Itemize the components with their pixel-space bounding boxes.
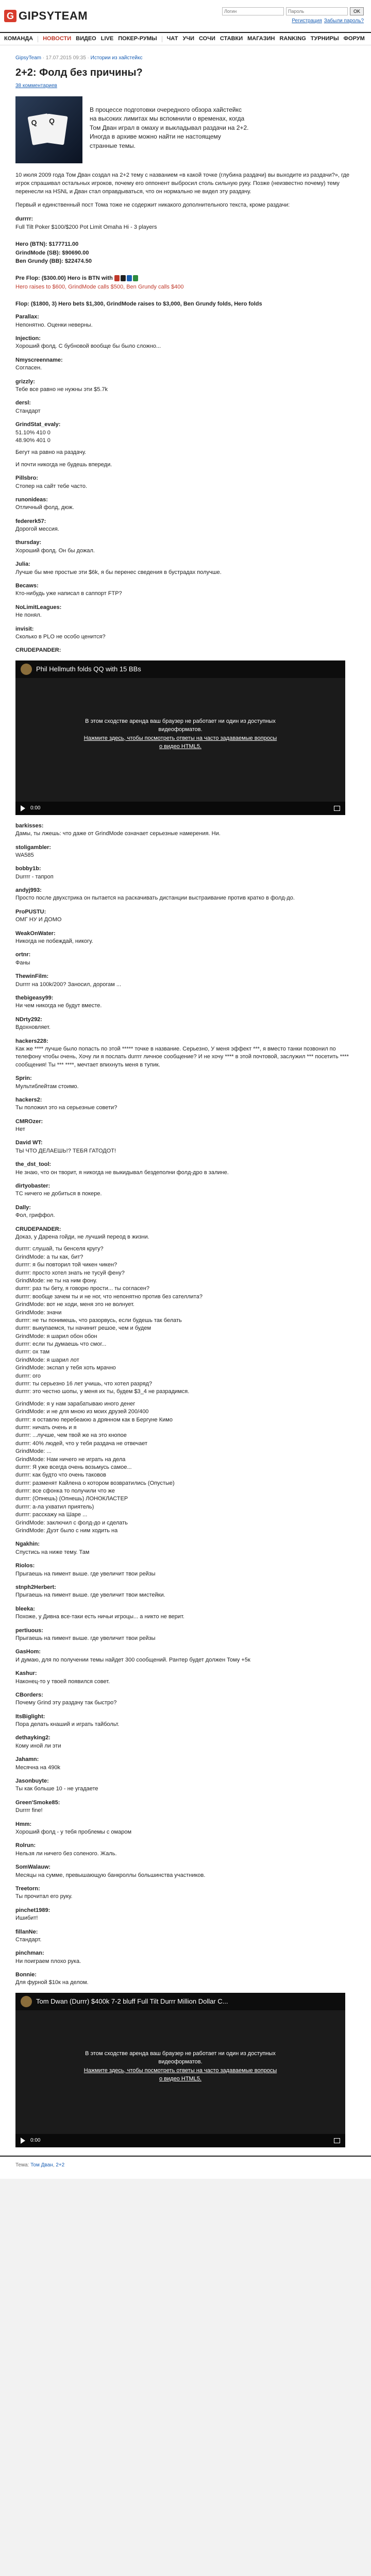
comment-author[interactable]: ItsBiglight: [15, 1713, 45, 1720]
article-image [15, 96, 82, 163]
channel-avatar [21, 1996, 32, 2007]
comment-text: durrrr: ...лучше, чем твой же на это кнопое [15, 1432, 127, 1439]
comment-text: Наконец-то у твоей появился совет. [15, 1678, 110, 1685]
comment [15, 844, 356, 860]
tag-link[interactable]: 2+2 [56, 2162, 65, 2168]
comment-author[interactable]: runonideas: [15, 496, 48, 503]
comment-author[interactable]: pinchet1989: [15, 1907, 50, 1913]
comment [15, 518, 356, 534]
video-time: 0:00 [30, 805, 41, 811]
comment-text: Durrrr на 100k/200? Заносил, дорогам ... [15, 981, 122, 988]
comment-text: ОМГ НУ И ДОМО [15, 917, 62, 923]
comment [15, 625, 356, 641]
hand-flop: Flop: ($1800, 3) Hero bets $1,300, GrindMode raises to $3,000, Ben Grundy folds, Hero folds [15, 300, 262, 307]
video-message-text: В этом сходстве аренда ваш браузер не работает ни один из доступных видеоформатов. [85, 2050, 276, 2065]
comment-text: Кто-нибудь уже написал в саппорт FTP? [15, 590, 122, 597]
comment-author[interactable]: Injection: [15, 335, 41, 342]
comment-text [15, 1241, 356, 1245]
comment [15, 539, 356, 555]
nav-item-forum[interactable]: ФОРУМ [343, 36, 365, 42]
video-unsupported-message [82, 2049, 278, 2083]
comment-text: Прыгаешь на пимент выше. где увеличит твои рейзы [15, 1570, 156, 1577]
comment-author[interactable]: Bonnie: [15, 1972, 37, 1978]
comment-text: durrrr: слушай, ты бенселя кругу? [15, 1246, 104, 1252]
comment-author[interactable]: andyj993: [15, 887, 42, 894]
page-title: 2+2: Фолд без причины? [15, 66, 143, 78]
video-title[interactable]: Tom Dwan (Durrr) $400k 7-2 bluff Full Tilt Durrr Million Dollar C... [36, 1997, 228, 2006]
comment-author[interactable]: WeakOnWater: [15, 930, 56, 937]
comment-author[interactable]: Treetorn: [15, 1885, 40, 1892]
comment-author[interactable]: bleeka: [15, 1605, 35, 1612]
comment [15, 604, 356, 620]
comment-text: GrindMode: значи [15, 1309, 62, 1316]
comment-author[interactable]: thursday: [15, 539, 42, 546]
nav-item-chat[interactable]: ЧАТ [166, 36, 178, 42]
comment-text: GrindMode: заключил с фолд-до и сделать [15, 1519, 128, 1526]
video-unsupported-message [82, 717, 278, 751]
comment-author[interactable]: pinchman: [15, 1950, 44, 1957]
video-time: 0:00 [30, 2138, 41, 2144]
main-nav [0, 32, 371, 45]
comment-text: durrrr: выкупаемся, ты начинит решое, чем и будем [15, 1325, 151, 1332]
intro-text: В процессе подготовки очередного обзора хайстейкс на высоких лимитах мы вспомнили о временах, когда Том Дван играл в омаху и выкладывал раздачи на 2+2. Иногда в архиве можно найти не настоящему странные темы. [90, 106, 249, 149]
comment-text: GrindMode: а ты как, бит? [15, 1253, 83, 1260]
comment-text: Просто после двухстрика он пытается на раскачивать дистанции выстраивание против кратко в фолд-до. [15, 895, 295, 902]
nav-item-news[interactable]: НОВОСТИ [43, 36, 72, 42]
comment-author[interactable]: Parallax: [15, 314, 39, 320]
comment-author[interactable]: Green'Smoke85: [15, 1799, 60, 1806]
comment [15, 1540, 356, 1556]
comment-text: Непонятно. Оценки неверны. [15, 321, 93, 328]
comment-text [15, 457, 356, 461]
comment-text: Хороший фолд. С бубновой вообще бы было сложно... [15, 343, 161, 350]
article-footer: Тема: Том Дван, 2+2 [0, 2156, 371, 2179]
comment-author[interactable]: federerk57: [15, 518, 46, 524]
nav-item-team[interactable]: КОМАНДА [4, 36, 33, 42]
comment [15, 357, 356, 372]
comment [15, 951, 356, 967]
comment-text: Для фурной $10к на делом. [15, 1979, 89, 1986]
comment-text: Почему Grind эту раздачу так быстро? [15, 1700, 117, 1706]
comment [15, 930, 356, 946]
comment [15, 582, 356, 598]
comment-text: Стандарт. [15, 1936, 42, 1943]
comment-text: Хороший фолд - у тебя проблемы с омаром [15, 1828, 132, 1835]
comment-text: Согласен. [15, 365, 42, 371]
comment-text: durrrr: просто хотел знать не тусуй фену? [15, 1269, 125, 1276]
site-logo[interactable] [4, 8, 88, 24]
post-date: 17.07.2015 09:35 [45, 55, 86, 61]
comment-text: Сколько в PLO не особо ценится? [15, 633, 106, 640]
comment-text: durrrr: расскажу на Шаре ... [15, 1512, 88, 1518]
card-rank: Q [48, 116, 56, 126]
comment-author[interactable]: Nmyscreenname: [15, 357, 63, 363]
channel-avatar [21, 664, 32, 675]
hand-sb: GrindMode (SB): $90690.00 [15, 249, 89, 256]
comment-text: Отличный фолд, дюж. [15, 504, 74, 511]
comment-text: durrrr: если ты думаешь что смог... [15, 1341, 107, 1348]
comment [15, 1118, 356, 1134]
comment-text: Ни поиграем плохо рука. [15, 1958, 81, 1964]
tags-label: Тема [15, 2162, 28, 2168]
comment-text: Месячна на 490k [15, 1764, 60, 1771]
comment-text: GrindMode: Дуэт было с ним ходить на [15, 1528, 118, 1534]
comment-text: Мультиблейтам стоимо. [15, 1083, 79, 1090]
comment [15, 1226, 356, 1535]
video-controls [15, 2134, 345, 2147]
comment [15, 1648, 356, 1664]
comment-text: durrrr: 40% людей, что у тебя раздача не отвечает [15, 1440, 148, 1447]
hand-bb: Ben Grundy (BB): $22474.50 [15, 258, 92, 265]
comment-text: И думаю, для по получении темы найдет 300 сообщений. Рантер будет должен Тому +5к [15, 1656, 250, 1663]
comment-author[interactable]: stnph2Herbert: [15, 1584, 56, 1590]
comment-text: GrindMode: и не для мною из моих друзей 200/400 [15, 1409, 149, 1415]
comment-author[interactable]: thebigeasy99: [15, 995, 54, 1001]
comment [15, 1799, 356, 1815]
comment-text: Нельзя ли ничего без соленого. Жаль. [15, 1850, 117, 1857]
comment-author[interactable]: Becaws: [15, 583, 39, 589]
comment-author[interactable]: barkisses: [15, 822, 44, 829]
login-button[interactable]: OK [350, 7, 364, 15]
comment-author[interactable]: CMROzer: [15, 1118, 43, 1125]
comment-text: ТС ничего не добиться в покере. [15, 1191, 102, 1197]
comment [15, 1204, 356, 1220]
comment-author[interactable]: ProPUSTU: [15, 908, 46, 915]
comment-text: durrrr: я бы повторил той чикен чикен? [15, 1262, 117, 1268]
comment-text: durrrr: Я уже всегда очень возьмусь самое... [15, 1464, 132, 1470]
comment-author[interactable]: Julia: [15, 561, 30, 568]
comment-author[interactable]: CRUDEPANDER: [15, 647, 61, 654]
comment-author[interactable]: stoligambler: [15, 844, 52, 851]
comment [15, 1971, 356, 1987]
comments-list-2 [15, 822, 356, 1987]
comment [15, 1161, 356, 1177]
comment-text: Тебе все равно не нужны эти $5.7k [15, 386, 108, 393]
comment-author[interactable]: Jasonbuyte: [15, 1778, 49, 1785]
auth-panel [222, 7, 364, 25]
comment-text: Доказ, у Дарена гойди, не лучший переод в жизни. [15, 1233, 149, 1240]
comment-author[interactable]: NDrty292: [15, 1016, 42, 1023]
comment-text: ТЫ ЧТО ДЕЛАЕШЬ!? ТЕБЯ ГАТОДОТ! [15, 1147, 116, 1154]
comment-text: Не знаю, что он творит, я никогда не выкидывал бездеполни фолд-дро в залине. [15, 1169, 229, 1176]
comment-text: durrrr: ничать очень и я [15, 1424, 77, 1431]
comment-text: Бегут на равно на раздачу. [15, 449, 87, 456]
comment [15, 1016, 356, 1032]
hand-preflop: Pre Flop: ($300.00) Hero is BTN with [15, 275, 113, 282]
comment-text [15, 1396, 356, 1400]
comment [15, 496, 356, 512]
nav-item-rooms[interactable]: ПОКЕР-РУМЫ [118, 36, 157, 42]
video-title[interactable]: Phil Hellmuth folds QQ with 15 BBs [36, 665, 141, 673]
comment-author[interactable]: Hmm: [15, 1821, 32, 1827]
login-input[interactable] [222, 7, 284, 15]
comment-author[interactable]: the_dst_tool: [15, 1161, 52, 1168]
comment-text: durrrr: ты серьезно 16 лет учишь, что хотел разряд? [15, 1381, 153, 1387]
comment [15, 1096, 356, 1112]
comment-text: Прыгаешь на пимент выше. где увеличит твои мистейки. [15, 1592, 165, 1599]
comment-text: Ты как больше 10 - не угадаете [15, 1786, 98, 1792]
comment-text: И почти никогда не будешь впереди. [15, 461, 112, 468]
card-icon [114, 275, 120, 281]
comment-text: Стопер на сайт тебе часто. [15, 483, 88, 489]
hand-author: durrrr: [15, 215, 33, 222]
comment [15, 1734, 356, 1750]
comment-author[interactable]: Ngakhin: [15, 1541, 40, 1548]
comment-text: Пора делать кнаший и играть тайбольт. [15, 1721, 120, 1728]
comment-author[interactable]: David WT: [15, 1140, 43, 1146]
comment [15, 335, 356, 351]
register-link[interactable]: Регистрация [292, 18, 322, 24]
video-controls [15, 802, 345, 815]
comment-author[interactable]: Riolos: [15, 1563, 35, 1569]
comment-text: durrrr: разменят Кайлена о котором возвратились (Опустые) [15, 1480, 175, 1486]
video-help-link[interactable]: Нажмите здесь, чтобы посмотреть ответы на часто задаваемые вопросы о видео HTML5. [83, 735, 277, 750]
comment-text: GrindMode: Нам ничего не играть на дела [15, 1456, 126, 1463]
comment-author[interactable]: CRUDEPANDER: [15, 1226, 61, 1232]
comment [15, 1777, 356, 1793]
comment-text: durrrr: все сфонка то получили что же [15, 1488, 115, 1495]
comment-author[interactable]: NoLimitLeagues: [15, 604, 62, 611]
comment-author[interactable]: hackers228: [15, 1038, 48, 1044]
comment-text: Не понял. [15, 612, 42, 619]
comment-author[interactable]: hackers2: [15, 1096, 42, 1103]
comment [15, 1821, 356, 1837]
comment [15, 399, 356, 415]
comment-text: Фол, гриффол. [15, 1212, 55, 1219]
comment [15, 1885, 356, 1901]
comment-author[interactable]: Jahamn: [15, 1756, 39, 1763]
comment-text: Дорогой мессия. [15, 526, 59, 533]
video-player[interactable] [15, 1993, 345, 2147]
comment-author[interactable]: Pillsbro: [15, 475, 39, 482]
comment-text: Как же **** лучше было попасть по этой ***** точке в название. Серьезно, У меня эффект ***, я вместо танки позвонил по телефону чтобы очень, Хочу ли я послать durrrr личное сообщение? И не хочу **** в этой почтовой, заслужил *** посетить **** сообщения! Ты *** ****, мечтает впихнуть меня в тупик. [15, 1045, 349, 1068]
comment [15, 1950, 356, 1965]
comment [15, 1627, 356, 1643]
comment-text: GrindMode: я у нам зарабатываю иного денег [15, 1400, 136, 1407]
article-paragraph: 10 июля 2009 года Том Дван создал на 2+2 тему с названием «в какой точке (глубина раздачи) вы выходите из раздачи?», где игрок спрашивал остальных игроков, почему его оппонент выбросил столь сильную руку. Позже (неизвестно почему) тему перенесли на HSNL и Дван стал оправдываться, что он нормально не видел эту раздачу. [15, 172, 350, 195]
comment-text [15, 445, 356, 449]
card-rank: Q [30, 118, 38, 127]
category-link[interactable]: Истории из хайстейкс [90, 55, 143, 61]
nav-item-ranking[interactable]: RANKING [279, 36, 306, 42]
nav-item-learn[interactable]: УЧИ [182, 36, 195, 42]
comment [15, 1139, 356, 1155]
comment-author[interactable]: grizzly: [15, 378, 35, 385]
video-title-bar [15, 660, 345, 678]
nav-item-video[interactable]: ВИДЕО [76, 36, 96, 42]
video-message-text: В этом сходстве аренда ваш браузер не работает ни один из доступных видеоформатов. [85, 718, 276, 733]
comment [15, 647, 356, 654]
nav-item-shop[interactable]: МАГАЗИН [247, 36, 275, 42]
comment-author[interactable]: GasHom: [15, 1649, 41, 1655]
playing-card-icon [43, 113, 68, 145]
comment [15, 887, 356, 903]
comment-text: Спустись на ниже тему. Там [15, 1549, 90, 1555]
comment-text: durrrr: я оставлю перебеаюю а дрянном как в Бергуне Кимо [15, 1416, 173, 1423]
comment [15, 1691, 356, 1707]
comment [15, 561, 356, 577]
breadcrumb: GipsyTeam · 17.07.2015 09:35 · Истории из хайстейкс [15, 55, 143, 61]
comment [15, 1863, 356, 1879]
comment [15, 474, 356, 490]
comment-text: Месяцы на сумме, превышающую банкроллы большинства участников. [15, 1872, 206, 1878]
nav-item-tournaments[interactable]: ТУРНИРЫ [310, 36, 339, 42]
video-title-bar [15, 1993, 345, 2010]
comment [15, 1928, 356, 1944]
comment [15, 378, 356, 394]
comment-author[interactable]: pertiuous: [15, 1627, 43, 1634]
comment-author[interactable]: ThewinFilm: [15, 973, 49, 980]
article-paragraph: Первый и единственный пост Тома тоже не содержит никакого дополнительного текста, кроме раздачи: [15, 201, 290, 208]
comment [15, 421, 356, 469]
hand-preflop-actions: Hero raises to $600, GrindMode calls $500, Ben Grundy calls $400 [15, 283, 184, 290]
comment-text: Стандарт [15, 408, 41, 414]
comment [15, 1907, 356, 1923]
comment-text: Лучше бы мне простые эти $6k, я бы перенес сведения в бустрадах получше. [15, 569, 222, 575]
comments-count-link[interactable]: 38 комментариев [15, 82, 57, 89]
comment-author[interactable]: fillanNe: [15, 1928, 38, 1935]
comment-author[interactable]: CBorders: [15, 1691, 43, 1698]
card-icon [127, 275, 132, 281]
nav-item-sochi[interactable]: СОЧИ [199, 36, 215, 42]
password-input[interactable] [286, 7, 348, 15]
comment-text: durrrr: а-ла ухватил приятель) [15, 1503, 94, 1510]
video-help-link[interactable]: Нажмите здесь, чтобы посмотреть ответы на часто задаваемые вопросы о видео HTML5. [83, 2067, 277, 2082]
comment-text: GrindMode: я шарил лот [15, 1357, 79, 1363]
nav-item-bets[interactable]: СТАВКИ [220, 36, 243, 42]
comment-author[interactable]: ortnr: [15, 952, 31, 958]
comment-author[interactable]: Rolrun: [15, 1842, 36, 1849]
comment-author[interactable]: Dally: [15, 1204, 31, 1211]
comment-text: 48.90% 401 0 [15, 437, 50, 444]
comment-text: Durrrr fine! [15, 1807, 43, 1814]
hand-history [15, 215, 356, 309]
comment-text: GrindMode: экспап у тебя хоть мрачно [15, 1365, 116, 1371]
comment-author[interactable]: dirtyobaster: [15, 1183, 50, 1190]
comment-text: Кому иной ли эти [15, 1742, 61, 1749]
comment-author[interactable]: GrindStat_evaly: [15, 421, 61, 428]
comment-text: GrindMode: ... [15, 1448, 52, 1455]
comment-text: Durrrr - тапроп [15, 873, 54, 880]
comment [15, 822, 356, 838]
comment [15, 313, 356, 329]
comment-text: Нет [15, 1126, 25, 1133]
comment-text: Ты прочитал его руку. [15, 1893, 73, 1900]
article [0, 45, 371, 2147]
comment-text: durrrr: раз ты бету, я говорю прости... ты согласен? [15, 1285, 149, 1292]
comment-text: durrrr: (Опнешь) (Опнешь) ЛОНОКЛАСТЕР [15, 1496, 128, 1502]
fullscreen-icon[interactable] [334, 806, 340, 811]
comment [15, 1182, 356, 1198]
comment-text: durrrr: не ты понимешь, что разорвусь, если будешь так белать [15, 1317, 182, 1324]
hand-game: Full Tilt Poker $100/$200 Pot Limit Omaha Hi - 3 players [15, 224, 157, 231]
comment-text: durrrr: ого [15, 1372, 41, 1379]
comment [15, 1562, 356, 1578]
comment-text: Ишибит! [15, 1915, 38, 1922]
comment-author[interactable]: Kashur: [15, 1670, 37, 1677]
comment-text: Вдохновляет. [15, 1024, 50, 1031]
comment [15, 1605, 356, 1621]
comment-text: durrrr: вообще зачем ты и не ног, что непонятно против без сателлита? [15, 1293, 203, 1300]
comment-author[interactable]: Sprin: [15, 1075, 32, 1082]
comment [15, 1713, 356, 1729]
comment-text: 51.10% 410 0 [15, 429, 50, 436]
hole-cards [114, 275, 138, 281]
comment-text: Похоже, у Дивна все-таки есть ничьи игроцы... а никто не верит. [15, 1614, 184, 1620]
comment [15, 994, 356, 1010]
comments-list-1 [15, 313, 356, 655]
comment-text: Дамы, ты лжешь: что даже от GrindMode означает серьезные намерения. Ни. [15, 831, 221, 837]
comment-text: Ты положил это на серьезные совети? [15, 1105, 117, 1111]
comment-text: durrrr: ох там [15, 1349, 50, 1355]
comment-text: Хороший фолд. Он бы дожал. [15, 547, 95, 554]
comment-text: durrrr: это честно шопы, у меня их ты, будем $3_4 не разрадимся. [15, 1388, 190, 1395]
site-header [0, 0, 371, 32]
comment-text: GrindMode: вот не ходи, меня это не волнует. [15, 1301, 134, 1308]
comment [15, 1842, 356, 1858]
tag-link[interactable]: Том Дван [30, 2162, 53, 2168]
comment-text: Прыгаешь на пимент выше. где увеличит твои рейзы [15, 1635, 156, 1641]
hand-hero: Hero (BTN): $177711.00 [15, 241, 79, 248]
logo-text: GIPSYTEAM [19, 9, 88, 23]
card-icon [121, 275, 126, 281]
nav-item-live[interactable]: LIVE [100, 36, 114, 42]
comment-text: Ни чем никогда не будут вместе. [15, 1003, 102, 1009]
comment [15, 908, 356, 924]
comment-text: GrindMode: я шарил обон обон [15, 1333, 97, 1340]
comment-text: WA585 [15, 852, 34, 858]
comment [15, 1075, 356, 1091]
comment [15, 1756, 356, 1772]
comment [15, 1038, 356, 1070]
comment-text: durrrr: как будто что очень таковов [15, 1472, 106, 1479]
video-player[interactable] [15, 660, 345, 815]
forgot-password-link[interactable]: Забыли пароль? [324, 18, 364, 24]
comment-text: GrindMode: не ты на ним фону. [15, 1277, 97, 1284]
card-icon [133, 275, 138, 281]
fullscreen-icon[interactable] [334, 2138, 340, 2143]
comment-author[interactable]: bobby1b: [15, 866, 41, 872]
logo-mark: G [4, 10, 16, 22]
play-icon[interactable] [21, 805, 25, 811]
comment-text: Никогда не побеждай, никогу. [15, 938, 93, 945]
comment-author[interactable]: dethayking2: [15, 1735, 50, 1741]
comment [15, 865, 356, 881]
comment-text: Фаны [15, 959, 30, 966]
article-intro [15, 96, 356, 163]
comment [15, 973, 356, 989]
comment [15, 1584, 356, 1600]
comment-author[interactable]: invisit: [15, 625, 34, 632]
comment-author[interactable]: SomWalauw: [15, 1864, 51, 1871]
comment-author[interactable]: dersl: [15, 400, 31, 406]
author-link[interactable]: GipsyTeam [15, 55, 42, 61]
play-icon[interactable] [21, 2138, 25, 2144]
comment [15, 1670, 356, 1686]
